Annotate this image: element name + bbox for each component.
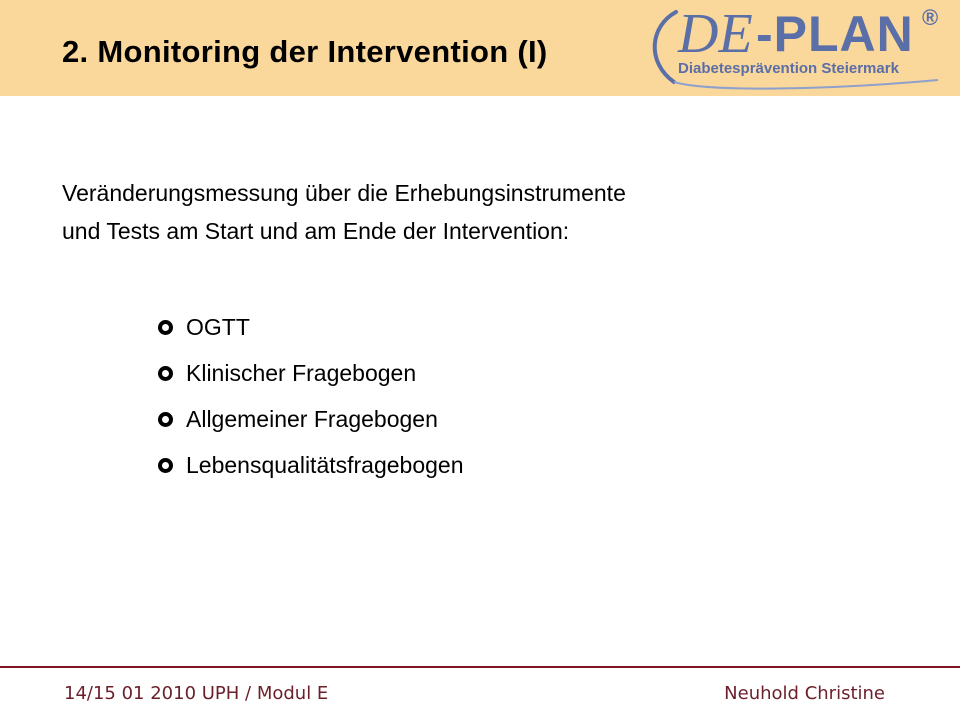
hollow-circle-icon [158,412,173,427]
bullet-label: Klinischer Fragebogen [186,360,417,386]
de-plan-logo [648,2,954,92]
slide-title: 2. Monitoring der Intervention (I) [62,34,548,69]
hollow-circle-icon [158,366,173,381]
logo-plan-text: -PLAN [756,6,914,62]
footer-date-module: 14/15 01 2010 UPH / Modul E [64,683,329,704]
list-item [158,442,464,488]
footer-author: Neuhold Christine [724,683,885,704]
logo-de-text: DE [678,3,753,65]
logo-registered-mark: ® [922,5,939,30]
intro-line-2: und Tests am Start und am Ende der Intervention: [62,218,570,244]
bullet-label: Lebensqualitätsfragebogen [186,452,464,478]
footer-divider [0,666,960,668]
list-item [158,396,464,442]
bullet-label: OGTT [186,314,250,340]
list-item [158,350,464,396]
bullet-label: Allgemeiner Fragebogen [186,406,438,432]
hollow-circle-icon [158,320,173,335]
intro-line-1: Veränderungsmessung über die Erhebungsinstrumente [62,180,626,206]
intro-text [62,174,902,250]
list-item [158,304,464,350]
logo-tagline: Diabetesprävention Steiermark [678,60,899,77]
bullet-list [158,304,464,488]
header-band [0,0,960,96]
hollow-circle-icon [158,458,173,473]
